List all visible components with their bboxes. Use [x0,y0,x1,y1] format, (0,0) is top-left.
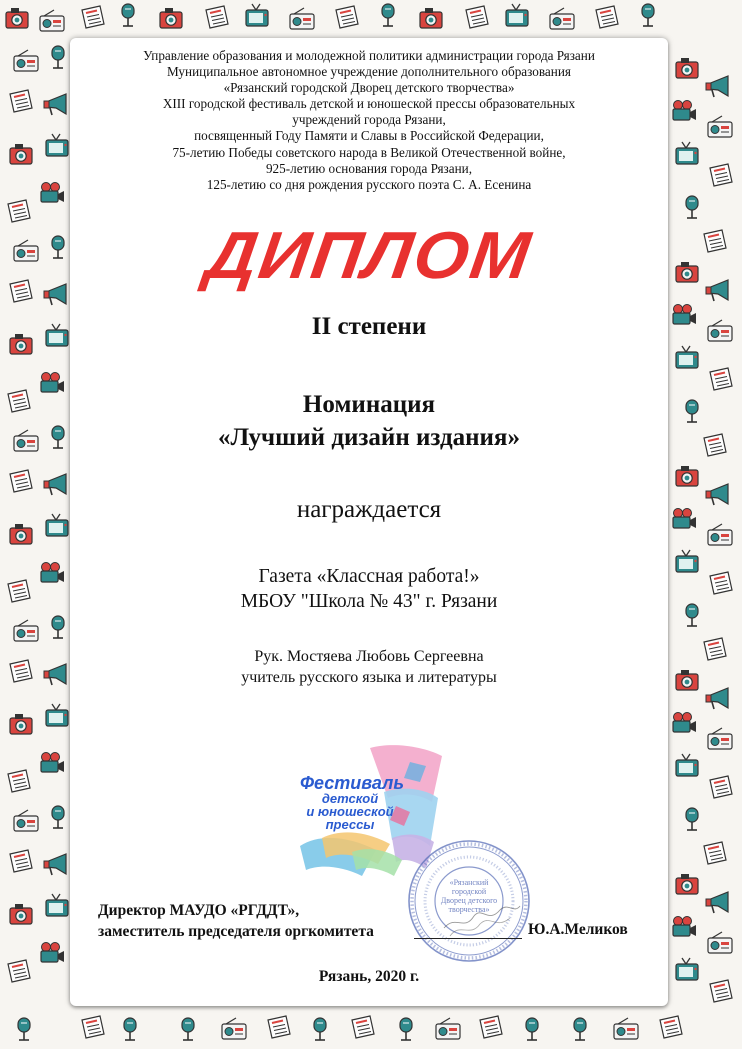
recipient-school: МБОУ "Школа № 43" г. Рязани [240,591,498,612]
director-role: Директор МАУДО «РГДДТ», [98,902,300,919]
logo-line: детской [321,791,379,806]
leader-name: Рук. Мостяева Любовь Сергеевна [254,648,484,665]
header-line: 75-летию Победы советского народа в Великой Отечественной войне, [172,144,566,160]
header-line: учреждений города Рязани, [292,112,446,128]
header-line: 925-летию основания города Рязани, [265,160,473,176]
award-degree: II степени [311,313,427,340]
place-date: Рязань, 2020 г. [318,968,420,985]
director-block [98,900,374,942]
awarded-text: награждается [296,496,442,523]
leader-block [70,646,668,688]
nomination-name: «Лучший дизайн издания» [218,424,520,451]
header-line: посвященный Году Памяти и Славы в Российской Федерации, [194,128,544,144]
leader-position: учитель русского языка и литературы [241,669,497,686]
header-line: Муниципальное автономное учреждение дополнительного образования [167,64,571,80]
header-line: XIII городской фестиваль детской и юношеской прессы образовательных [162,96,576,112]
festival-logo-text [300,773,405,832]
director-role-2: заместитель председателя оргкомитета [98,923,374,940]
logo-line: и юношеской [306,804,394,819]
header-block [70,48,668,193]
logo-line: Фестиваль [300,773,405,793]
nomination-block [70,388,668,454]
header-line: «Рязанский городской Дворец детского творчества» [223,80,515,96]
diploma-title [70,217,668,293]
header-line: Управление образования и молодежной политики администрации города Рязани [143,48,595,63]
recipient-block [70,564,668,614]
stamp-center-text: «Рязанский городской Дворец детского творчества» [440,878,498,914]
signature-line [414,938,522,939]
nomination-label: Номинация [302,391,436,418]
header-line: 125-летию со дня рождения русского поэта С. А. Есенина [206,176,532,192]
official-stamp [404,836,534,966]
recipient-name: Газета «Классная работа!» [258,566,480,587]
logo-line: прессы [325,817,375,832]
director-name: Ю.А.Меликов [528,921,628,938]
diploma-title-text: ДИПЛОМ [201,217,537,293]
